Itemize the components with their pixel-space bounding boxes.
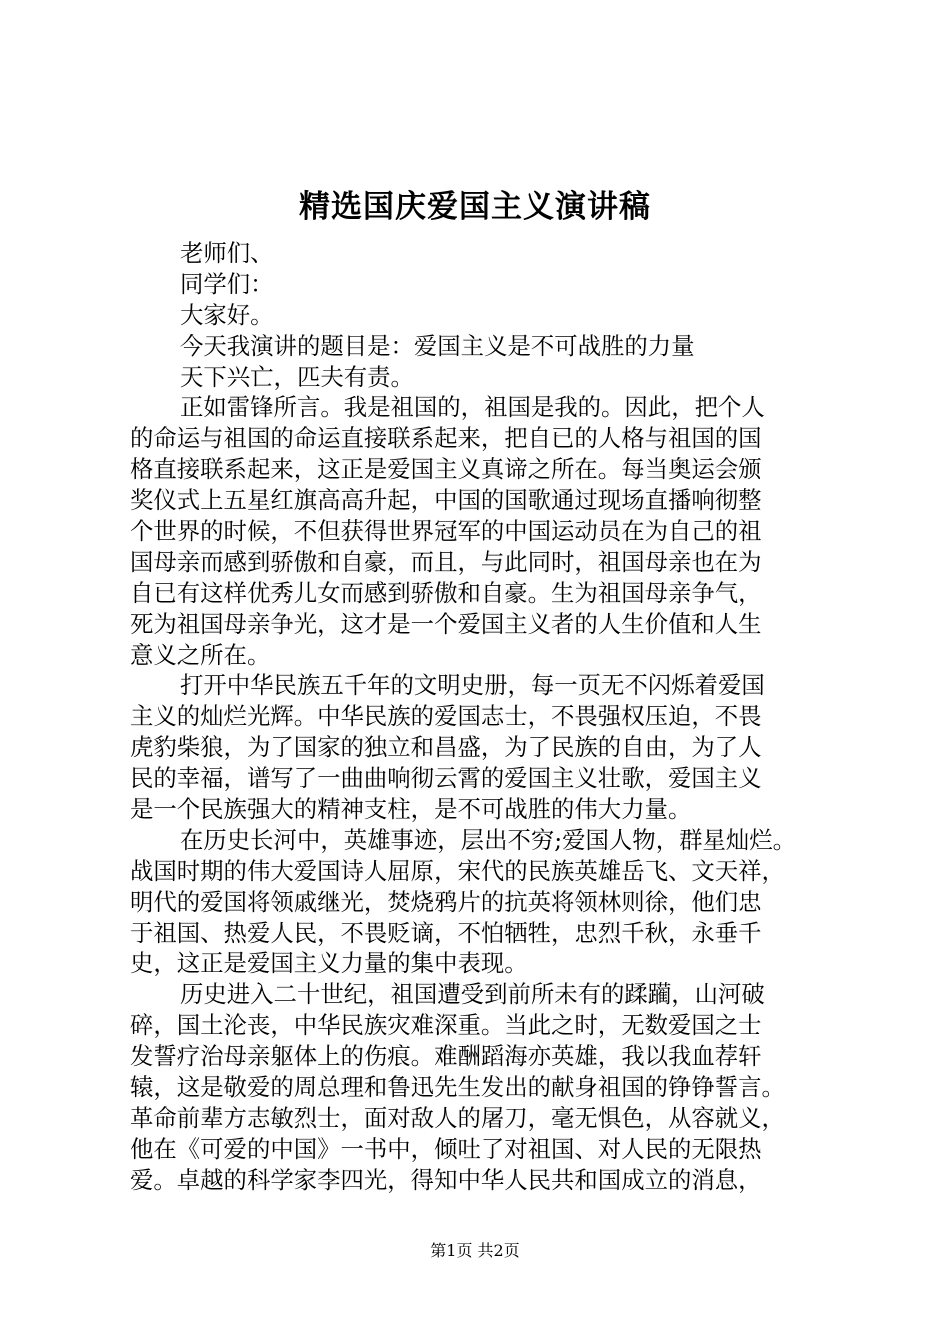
document-body [130,238,834,1196]
body-line: 今天我演讲的题目是：爱国主义是不可战胜的力量 [180,331,695,360]
body-line: 明代的爱国将领戚继光，焚烧鸦片的抗英将领林则徐，他们忠 [130,887,762,916]
body-line: 爱。卓越的科学家李四光，得知中华人民共和国成立的消息， [130,1165,762,1194]
body-line: 主义的灿烂光辉。中华民族的爱国志士，不畏强权压迫，不畏 [130,702,762,731]
body-line: 天下兴亡，匹夫有责。 [180,362,414,391]
body-line: 历史进入二十世纪，祖国遭受到前所未有的蹂躏，山河破 [180,980,765,1009]
body-line: 革命前辈方志敏烈士，面对敌人的屠刀，毫无惧色，从容就义， [130,1103,785,1132]
body-line: 意义之所在。 [130,640,271,669]
body-line: 辕，这是敬爱的周总理和鲁迅先生发出的献身祖国的铮铮誓言。 [130,1073,785,1102]
body-line: 大家好。 [180,300,274,329]
body-line: 发誓疗治母亲躯体上的伤痕。难酬蹈海亦英雄，我以我血荐轩 [130,1042,762,1071]
body-line: 老师们、 [180,239,274,267]
document-title: 精选国庆爱国主义演讲稿 [299,189,651,225]
body-line: 同学们： [180,269,274,298]
page-footer: 第1页 共2页 [430,1241,520,1260]
body-line: 碎，国土沦丧，中华民族灾难深重。当此之时，无数爱国之士 [130,1011,762,1040]
body-line: 个世界的时候，不但获得世界冠军的中国运动员在为自己的祖 [130,517,762,546]
body-line: 战国时期的伟大爱国诗人屈原，宋代的民族英雄岳飞、文天祥， [130,856,785,885]
body-line: 国母亲而感到骄傲和自豪，而且，与此同时，祖国母亲也在为 [130,547,762,576]
body-line: 虎豹柴狼，为了国家的独立和昌盛，为了民族的自由，为了人 [130,733,762,762]
body-line: 是一个民族强大的精神支柱，是不可战胜的伟大力量。 [130,795,692,824]
body-line: 民的幸福，谱写了一曲曲响彻云霄的爱国主义壮歌，爱国主义 [130,764,762,793]
body-line: 正如雷锋所言。我是祖国的，祖国是我的。因此，把个人 [180,393,765,422]
body-line: 死为祖国母亲争光，这才是一个爱国主义者的人生价值和人生 [130,609,762,638]
body-line: 史，这正是爱国主义力量的集中表现。 [130,949,528,978]
body-line: 在历史长河中，英雄事迹，层出不穷;爱国人物，群星灿烂。 [180,825,797,854]
body-line: 的命运与祖国的命运直接联系起来，把自已的人格与祖国的国 [130,424,762,453]
body-line: 他在《可爱的中国》一书中，倾吐了对祖国、对人民的无限热 [130,1134,762,1163]
body-line: 奖仪式上五星红旗高高升起，中国的国歌通过现场直播响彻整 [130,486,762,515]
body-line: 于祖国、热爱人民，不畏贬谪，不怕牺牲，忠烈千秋，永垂千 [130,918,762,947]
body-line: 自已有这样优秀儿女而感到骄傲和自豪。生为祖国母亲争气， [130,578,762,607]
body-line: 打开中华民族五千年的文明史册，每一页无不闪烁着爱国 [180,671,765,700]
body-line: 格直接联系起来，这正是爱国主义真谛之所在。每当奥运会颁 [130,455,762,484]
